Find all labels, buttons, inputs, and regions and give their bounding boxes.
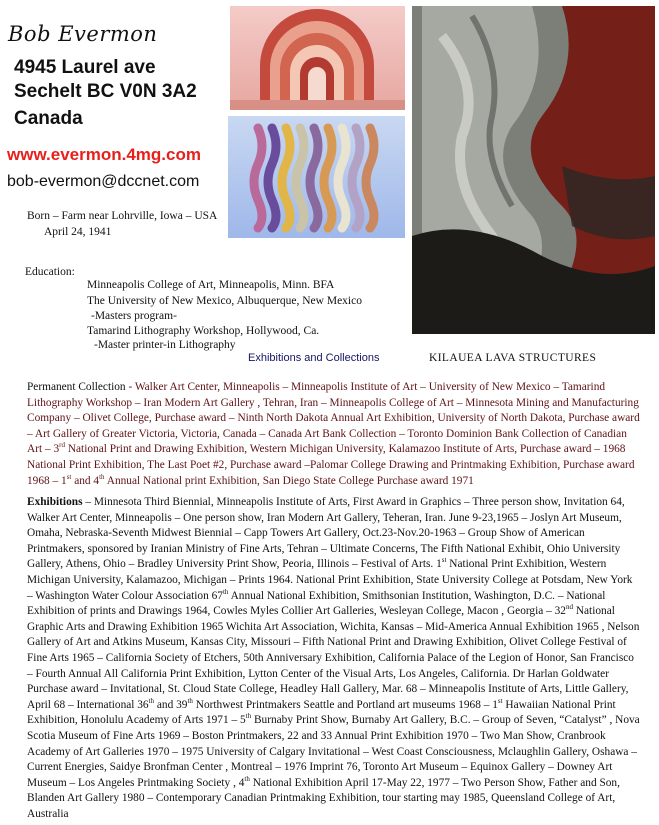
collection-text: National Print and Drawing Exhibition, Western Michigan University, Kalamazoo Institute of Arts, Purchase award – 1968 National Print Exhibition, The Last Poet #2, Purchase award –Palomar College Drawing and Printmaking Exhibition, Purchase award 1968 – 1 xyxy=(27,443,635,487)
exhibition-text: Northwest Printmakers Seattle and Portland art museums 1968 – 1 xyxy=(192,698,498,711)
education-item: -Master printer-in Lithography xyxy=(94,339,236,351)
exhibition-text: Annual National Exhibition, Smithsonian Institution, Washington, D.C. – National Exhibition of prints and Drawings 1964, Cowles Myles Collier Art Galleries, Wesleyan College, Macon , Georgia – 32 xyxy=(27,589,606,618)
education-item: Tamarind Lithography Workshop, Hollywood, Ca. xyxy=(87,325,320,337)
exhibitions-paragraph xyxy=(27,495,640,822)
exhibitions-label: Exhibitions xyxy=(27,496,83,508)
ordinal-suffix: th xyxy=(187,696,193,705)
birthplace: Born – Farm near Lohrville, Iowa – USA xyxy=(27,210,218,222)
section-heading: Exhibitions and Collections xyxy=(248,352,380,364)
exhibition-text: National Graphic Arts and Drawing Exhibition 1965 Wichita Art Association, Wichita, Kansas – Mid-America Annual Exhibition 1965 , Nelson Gallery of Art and Atkins Museum, Kansas City, Missouri – Fifth National Print and Drawing Exhibition, Olivet College Festival of Fine Arts 1965 – California Society of Etchers, 50th Anniversary Exhibition, California Palace of the Legion of Honor, San Francisco – Fourth Annual All California Print Exhibition, Lytton Center of the Visual Arts, Los Angeles, California. Dr Harlan Goldwater Purchase award – Invitational, St. Cloud State College, Headley Hall Gallery, Mar. 68 – Minneapolis Institute of Arts, Little Gallery, April 68 – International 36 xyxy=(27,605,640,711)
kilauea-lava-image xyxy=(412,6,655,334)
ordinal-suffix: th xyxy=(245,712,252,721)
ordinal-suffix: nd xyxy=(565,603,573,612)
ordinal-suffix: th xyxy=(244,774,250,783)
address-country: Canada xyxy=(14,108,83,129)
wave-sculpture-image xyxy=(228,116,405,238)
ordinal-suffix: th xyxy=(222,587,229,596)
email-link[interactable]: bob-evermon@dccnet.com xyxy=(7,173,200,190)
exhibition-text: National Exhibition April 17-May 22, 1977 – Two Person Show, Father and Son, Blanden Art Gallery 1980 – Contemporary Canadian Printmaking Exhibition, tour starting may 1985, Queensland College of Art, Australia xyxy=(27,776,620,820)
image-caption: KILAUEA LAVA STRUCTURES xyxy=(429,352,597,364)
address-street: 4945 Laurel ave xyxy=(14,57,156,78)
ordinal-suffix: th xyxy=(99,472,105,481)
education-item: Minneapolis College of Art, Minneapolis, Minn. BFA xyxy=(87,279,335,291)
birthdate: April 24, 1941 xyxy=(44,226,112,238)
address-city: Sechelt BC V0N 3A2 xyxy=(14,81,197,102)
education-heading: Education: xyxy=(25,266,75,278)
arch-artwork-image xyxy=(230,6,405,110)
ordinal-suffix: th xyxy=(148,696,155,705)
ordinal-suffix: rd xyxy=(59,441,65,450)
website-link[interactable]: www.evermon.4mg.com xyxy=(7,145,201,164)
collection-text: Annual National print Exhibition, San Diego State College Purchase award 1971 xyxy=(104,474,474,487)
ordinal-suffix: st xyxy=(441,556,447,565)
artist-signature: Bob Evermon xyxy=(8,22,158,46)
education-item: The University of New Mexico, Albuquerque, New Mexico xyxy=(87,295,362,307)
permanent-collection-paragraph xyxy=(27,380,640,489)
collection-text: and 4 xyxy=(71,474,100,487)
education-item: -Masters program- xyxy=(91,310,177,322)
permanent-collection-label: Permanent Collection xyxy=(27,381,126,393)
ordinal-suffix: st xyxy=(497,696,503,705)
exhibition-text: Hawaiian National Print Exhibition, Honolulu Academy of Arts 1971 – 5 xyxy=(27,698,616,727)
collection-text: - Walker Art Center, Minneapolis – Minneapolis Institute of Art – University of New Mexico – Tamarind Lithography Workshop – Iran Modern Art Gallery , Tehran, Iran – Minneapolis College of Art – Minnesota Mining and Manufacturing Company – Olivet College, Purchase award – Ninth North Dakota Annual Art Exhibition, University of North Dakota, Purchase award – Art Gallery of Greater Victoria, Victoria, Canada – Canada Art Bank Collection – Toronto Dominion Bank Collection of Canadian Art – 3 xyxy=(27,381,640,456)
exhibition-text: and 39 xyxy=(154,698,188,711)
exhibition-text: Burnaby Print Show, Burnaby Art Gallery, B.C. – Group of Seven, “Catalyst” , Nova Scotia Museum of Fine Arts 1969 – Boston Printmakers, 22 and 33 Annual Print Exhibition 1970 – Two Man Show, Cranbrook Academy of Art Galleries 1970 – 1975 University of Calgary Invitational – West Coast Consciousness, Mclaughlin Gallery, Oshawa – Current Energies, Saidye Bronfman Center , Montreal – 1976 Imprint 76, Toronto Art Museum – Equinox Gallery – Downey Art Museum – Los Angeles Printmaking Society , 4 xyxy=(27,714,640,789)
exhibition-text: – Minnesota Third Biennial, Minneapolis Institute of Arts, First Award in Graphics – Three person show, Invitation 64, Walker Art Center, Minneapolis – One person show, Iran Modern Art Gallery, Teheran, Iran. June 9-23,1965 – Joslyn Art Museum, Omaha, Nebraska-Seventh Midwest Biennial – Capp Towers Art Gallery, Oct.23-Nov.20-1963 – Group Show of American Printmakers, sponsored by Iranian Ministry of Fine Arts, Tehran – Ultimate Concerns, The Fifth National Exhibit, Ohio University Gallery, Athens, Ohio – Bradley University Print Show, Peoria, Illinois – Festival of Arts. 1 xyxy=(27,496,625,571)
ordinal-suffix: st xyxy=(66,472,72,481)
exhibition-text: National Print Exhibition, Western Michigan University, Kalamazoo, Michigan – Prints 1964. National Print Exhibition, State University College at Potsdam, New York – Washington Water Colour Association 67 xyxy=(27,558,633,602)
